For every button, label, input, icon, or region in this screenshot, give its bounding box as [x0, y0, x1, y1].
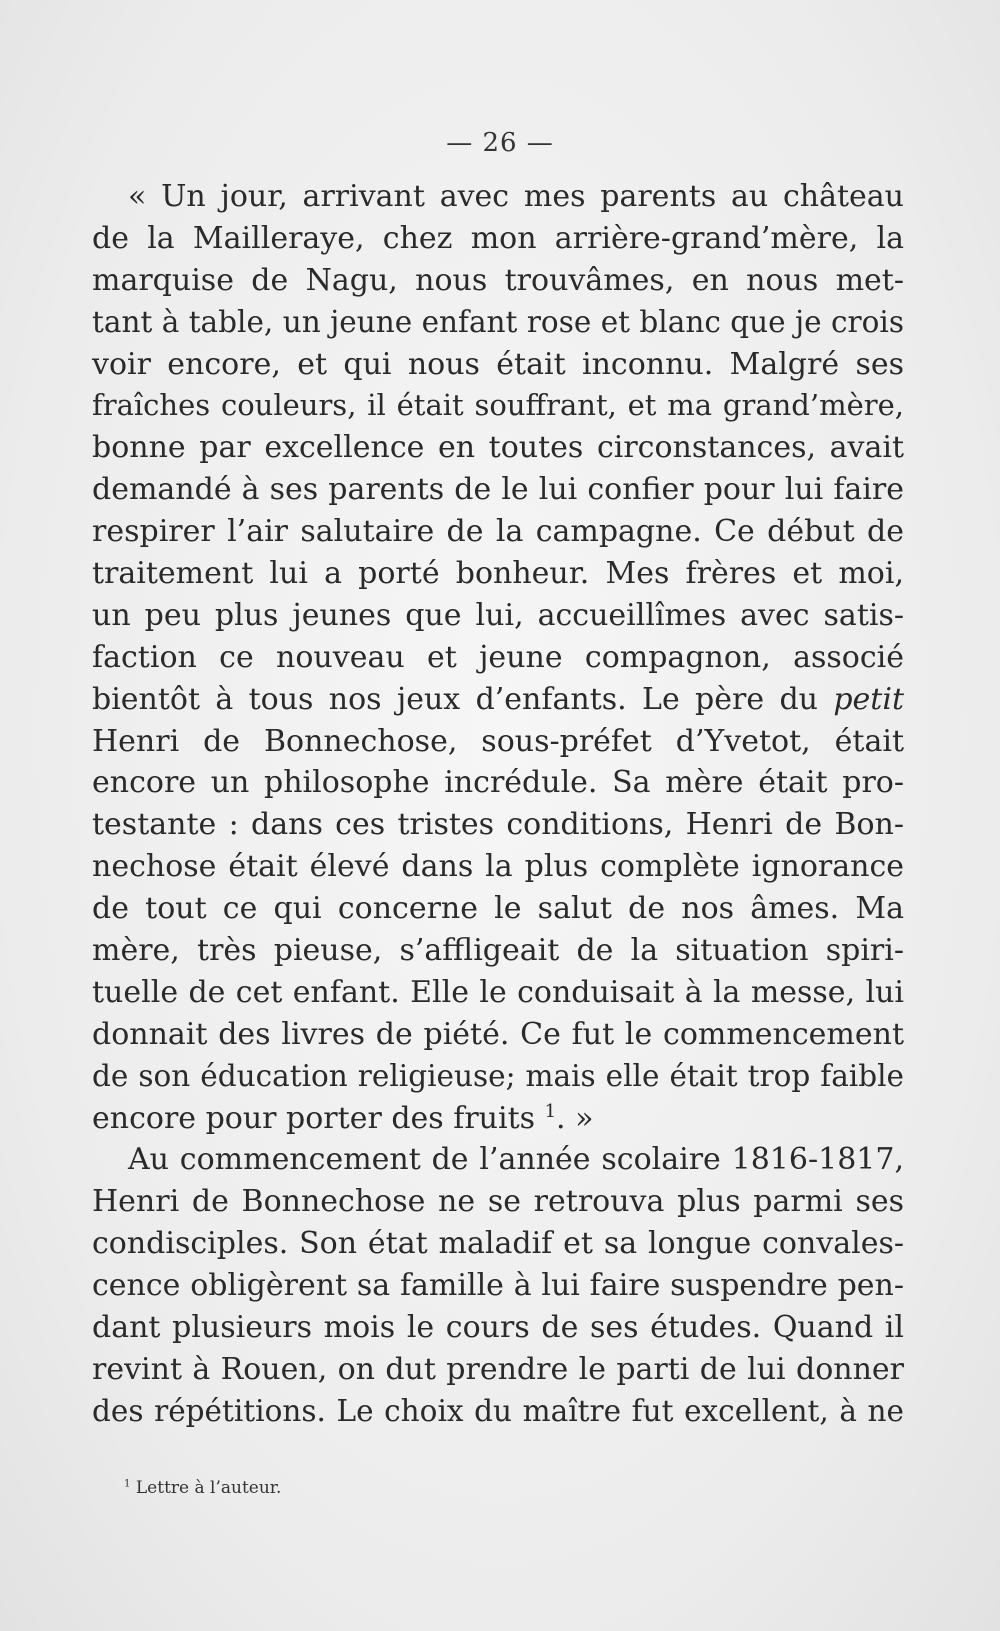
text-line-content: demandé à ses parents de le lui confier pour lui faire: [92, 472, 904, 508]
text-line-content: donnait des livres de piété. Ce fut le commencement: [92, 1016, 904, 1052]
text-line-content: bientôt à tous nos jeux d’enfants. Le père du: [92, 681, 818, 717]
text-line: [92, 1223, 904, 1265]
text-line-content: mère, très pieuse, s’affligeait de la situation spiri-: [92, 933, 904, 969]
text-line-content: encore pour porter des fruits: [92, 1100, 536, 1136]
text-line: [92, 804, 904, 846]
text-line-content: de son éducation religieuse; mais elle était trop faible: [92, 1058, 904, 1093]
page-number: — 26 —: [446, 128, 554, 158]
text-line-content: faction ce nouveau et jeune compagnon, associé: [92, 639, 904, 675]
text-line-content: Henri de Bonnechose, sous-préfet d’Yvetot, était: [92, 723, 904, 759]
text-line: [92, 553, 904, 595]
text-line-content: dant plusieurs mois le cours de ses études. Quand il: [92, 1310, 904, 1346]
text-line: [92, 1391, 904, 1433]
text-line: [92, 385, 904, 427]
text-line: [92, 888, 904, 930]
text-line: [92, 1014, 904, 1056]
text-line: [92, 427, 904, 469]
italic-word: petit: [833, 681, 905, 717]
text-line-content: traitement lui a porté bonheur. Mes frères et moi,: [92, 556, 904, 592]
text-line-content: nechose était élevé dans la plus complète ignorance: [92, 849, 904, 885]
text-line: [92, 344, 904, 386]
footnote: [124, 1478, 281, 1498]
text-line-content: respirer l’air salutaire de la campagne. Ce début de: [92, 514, 904, 550]
text-line: [92, 1139, 904, 1181]
text-line: [92, 302, 904, 344]
text-line: [92, 469, 904, 511]
text-line: [92, 176, 904, 218]
text-line-content: marquise de Nagu, nous trouvâmes, en nous met-: [92, 262, 904, 298]
text-line-content: Henri de Bonnechose ne se retrouva plus parmi ses: [92, 1184, 904, 1220]
text-line-tail: . »: [556, 1100, 594, 1136]
text-line-content: tant à table, un jeune enfant rose et blanc que je crois: [92, 304, 904, 339]
text-line: [92, 218, 904, 260]
text-line-content: de tout ce qui concerne le salut de nos âmes. Ma: [92, 891, 904, 927]
body-text: [92, 176, 904, 1433]
footnote-reference: 1: [544, 1100, 557, 1122]
text-line: [92, 762, 904, 804]
text-line-content: Au commencement de l’année scolaire 1816-1817,: [128, 1142, 904, 1178]
text-line: [92, 1098, 904, 1140]
text-line-content: cence obligèrent sa famille à lui faire suspendre pen-: [92, 1268, 904, 1304]
text-line-content: testante : dans ces tristes conditions, Henri de Bon-: [92, 807, 904, 843]
text-line: [92, 595, 904, 637]
text-line: [92, 1056, 904, 1098]
text-line: [92, 846, 904, 888]
text-line: [92, 260, 904, 302]
text-line: [92, 930, 904, 972]
text-line-content: condisciples. Son état maladif et sa longue convales-: [92, 1226, 904, 1262]
text-line: [92, 972, 904, 1014]
text-line: [92, 511, 904, 553]
text-line: [92, 679, 904, 721]
footnote-marker: 1: [124, 1478, 131, 1490]
text-line-content: voir encore, et qui nous était inconnu. Malgré ses: [92, 346, 904, 382]
text-line-content: bonne par excellence en toutes circonstances, avait: [92, 430, 904, 466]
text-line-content: encore un philosophe incrédule. Sa mère était pro-: [92, 765, 904, 801]
text-line: [92, 1265, 904, 1307]
text-line-content: un peu plus jeunes que lui, accueillîmes avec satis-: [92, 597, 904, 633]
text-line-content: « Un jour, arrivant avec mes parents au château: [128, 179, 904, 214]
text-line: [92, 1349, 904, 1391]
text-line-content: de la Mailleraye, chez mon arrière-grand’mère, la: [92, 220, 904, 256]
text-line-content: des répétitions. Le choix du maître fut excellent, à ne: [92, 1393, 904, 1428]
text-line: [92, 1307, 904, 1349]
text-line-content: fraîches couleurs, il était souffrant, et ma grand’mère,: [92, 388, 904, 423]
text-line: [92, 637, 904, 679]
text-line-content: revint à Rouen, on dut prendre le parti de lui donner: [92, 1351, 904, 1387]
text-line-content: tuelle de cet enfant. Elle le conduisait à la messe, lui: [92, 974, 904, 1010]
text-line: [92, 1181, 904, 1223]
footnote-text: Lettre à l’auteur.: [135, 1478, 282, 1498]
text-line: [92, 721, 904, 763]
